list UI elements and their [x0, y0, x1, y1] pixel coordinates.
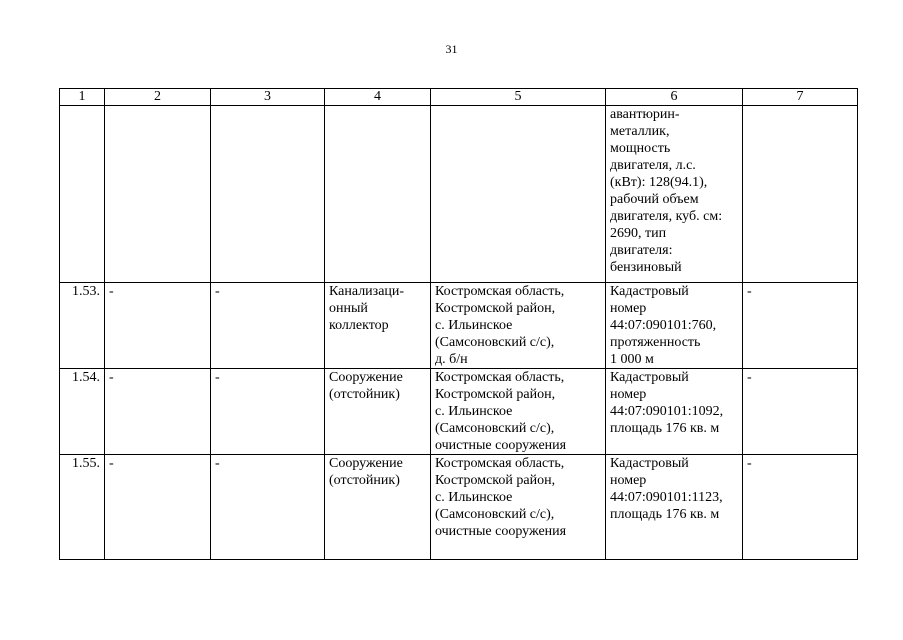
text-line: двигателя, л.с. [610, 158, 696, 173]
text-line: очистные сооружения [435, 524, 567, 539]
text-line: очистные сооружения [435, 438, 567, 453]
text-line: бензиновый [610, 260, 682, 275]
cell-col2: - [105, 369, 211, 455]
cell-col5 [431, 455, 606, 560]
cell-col7: - [743, 455, 858, 560]
header-cell: 1 [60, 89, 105, 106]
cell-col4 [325, 106, 431, 283]
cell-col5 [431, 283, 606, 369]
text-line: Кадастровый [610, 456, 689, 471]
text-line: с. Ильинское [435, 490, 513, 505]
cell-col4 [325, 455, 431, 560]
text-line: рабочий объем [610, 192, 699, 207]
header-cell: 6 [606, 89, 743, 106]
text-line: 44:07:090101:760, [610, 318, 717, 333]
cell-col7: - [743, 369, 858, 455]
text-line: (кВт): 128(94.1), [610, 175, 708, 190]
cell-col6 [606, 283, 743, 369]
text-line: металлик, [610, 124, 670, 139]
text-line: площадь 176 кв. м [610, 421, 720, 436]
text-line: 44:07:090101:1092, [610, 404, 724, 419]
table-row [60, 283, 858, 369]
text-line: д. б/н [435, 352, 468, 367]
cell-col5 [431, 106, 606, 283]
cell-col5 [431, 369, 606, 455]
page-number: 31 [445, 42, 458, 56]
text-line: номер [610, 387, 647, 402]
text-line: двигателя, куб. см: [610, 209, 723, 224]
text-line: номер [610, 301, 647, 316]
header-cell: 5 [431, 89, 606, 106]
header-cell: 7 [743, 89, 858, 106]
cell-col3 [211, 106, 325, 283]
cell-col2: - [105, 455, 211, 560]
header-cell: 3 [211, 89, 325, 106]
cell-number: 1.55. [60, 455, 105, 560]
cell-col4 [325, 369, 431, 455]
text-line: Сооружение [329, 456, 403, 471]
text-line: Костромской район, [435, 473, 556, 488]
cell-col4 [325, 283, 431, 369]
text-line: коллектор [329, 318, 389, 333]
header-cell: 4 [325, 89, 431, 106]
text-line: номер [610, 473, 647, 488]
cell-col6 [606, 106, 743, 283]
text-line: Костромская область, [435, 456, 565, 471]
cell-col3: - [211, 369, 325, 455]
text-line: площадь 176 кв. м [610, 507, 720, 522]
cell-col2: - [105, 283, 211, 369]
text-line: с. Ильинское [435, 318, 513, 333]
text-line: двигателя: [610, 243, 673, 258]
cell-number: 1.53. [60, 283, 105, 369]
table-row-continuation [60, 106, 858, 283]
cell-col6 [606, 369, 743, 455]
text-line: Костромская область, [435, 370, 565, 385]
text-line: с. Ильинское [435, 404, 513, 419]
text-line: 2690, тип [610, 226, 667, 241]
header-cell: 2 [105, 89, 211, 106]
text-line: Кадастровый [610, 284, 689, 299]
text-line: мощность [610, 141, 671, 156]
text-line: онный [329, 301, 368, 316]
text-line: 44:07:090101:1123, [610, 490, 723, 505]
text-line: протяженность [610, 335, 701, 350]
property-table [59, 88, 858, 560]
cell-number [60, 106, 105, 283]
cell-col3: - [211, 283, 325, 369]
cell-col3: - [211, 455, 325, 560]
cell-number: 1.54. [60, 369, 105, 455]
text-line: 1 000 м [610, 352, 654, 367]
cell-col2 [105, 106, 211, 283]
table-row [60, 455, 858, 560]
text-line: авантюрин- [610, 107, 680, 122]
text-line: (Самсоновский с/с), [435, 507, 555, 522]
text-line: (Самсоновский с/с), [435, 421, 555, 436]
cell-col6 [606, 455, 743, 560]
text-line: Костромская область, [435, 284, 565, 299]
table-header-row [60, 89, 858, 106]
cell-col7: - [743, 283, 858, 369]
text-line: (отстойник) [329, 473, 400, 488]
table-row [60, 369, 858, 455]
cell-col7 [743, 106, 858, 283]
text-line: (отстойник) [329, 387, 400, 402]
text-line: Сооружение [329, 370, 403, 385]
text-line: Кадастровый [610, 370, 689, 385]
text-line: Канализаци- [329, 284, 405, 299]
text-line: Костромской район, [435, 387, 556, 402]
text-line: (Самсоновский с/с), [435, 335, 555, 350]
text-line: Костромской район, [435, 301, 556, 316]
